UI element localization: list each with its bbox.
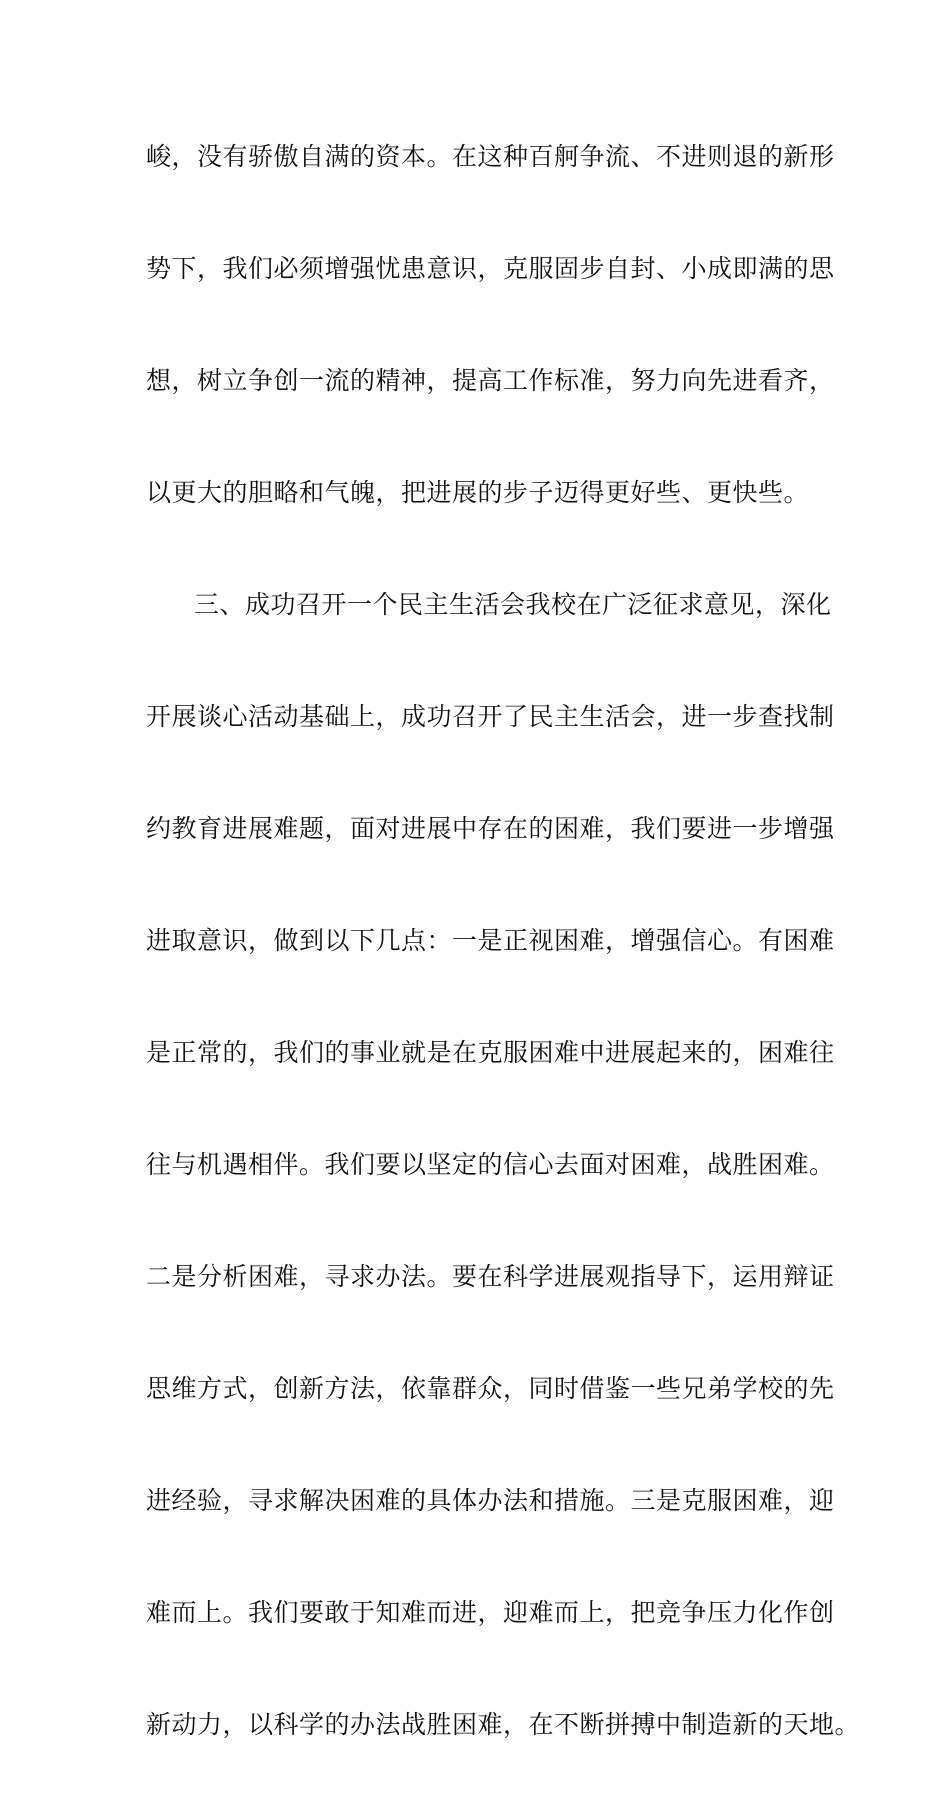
text-line: 峻，没有骄傲自满的资本。在这种百舸争流、不进则退的新形 bbox=[146, 142, 835, 171]
text-line: 进取意识，做到以下几点：一是正视困难，增强信心。有困难 bbox=[146, 926, 835, 955]
text-line: 开展谈心活动基础上，成功召开了民主生活会，进一步查找制 bbox=[146, 702, 835, 731]
text-line: 难而上。我们要敢于知难而进，迎难而上，把竞争压力化作创 bbox=[146, 1598, 835, 1627]
text-line: 新动力，以科学的办法战胜困难，在不断拼搏中制造新的天地。 bbox=[146, 1710, 861, 1739]
section-heading-line: 三、成功召开一个民主生活会我校在广泛征求意见，深化 bbox=[194, 590, 832, 619]
body-text bbox=[146, 129, 861, 1809]
text-line: 想，树立争创一流的精神，提高工作标准，努力向先进看齐， bbox=[146, 366, 835, 395]
text-line: 往与机遇相伴。我们要以坚定的信心去面对困难，战胜困难。 bbox=[146, 1150, 835, 1179]
text-line: 约教育进展难题，面对进展中存在的困难，我们要进一步增强 bbox=[146, 814, 835, 843]
text-line: 以更大的胆略和气魄，把进展的步子迈得更好些、更快些。 bbox=[146, 478, 810, 507]
text-line: 进经验，寻求解决困难的具体办法和措施。三是克服困难，迎 bbox=[146, 1486, 835, 1515]
text-line: 二是分析困难，寻求办法。要在科学进展观指导下，运用辩证 bbox=[146, 1262, 835, 1291]
text-line: 思维方式，创新方法，依靠群众，同时借鉴一些兄弟学校的先 bbox=[146, 1374, 835, 1403]
text-line: 势下，我们必须增强忧患意识，克服固步自封、小成即满的思 bbox=[146, 254, 835, 283]
text-line: 是正常的，我们的事业就是在克服困难中进展起来的，困难往 bbox=[146, 1038, 835, 1067]
